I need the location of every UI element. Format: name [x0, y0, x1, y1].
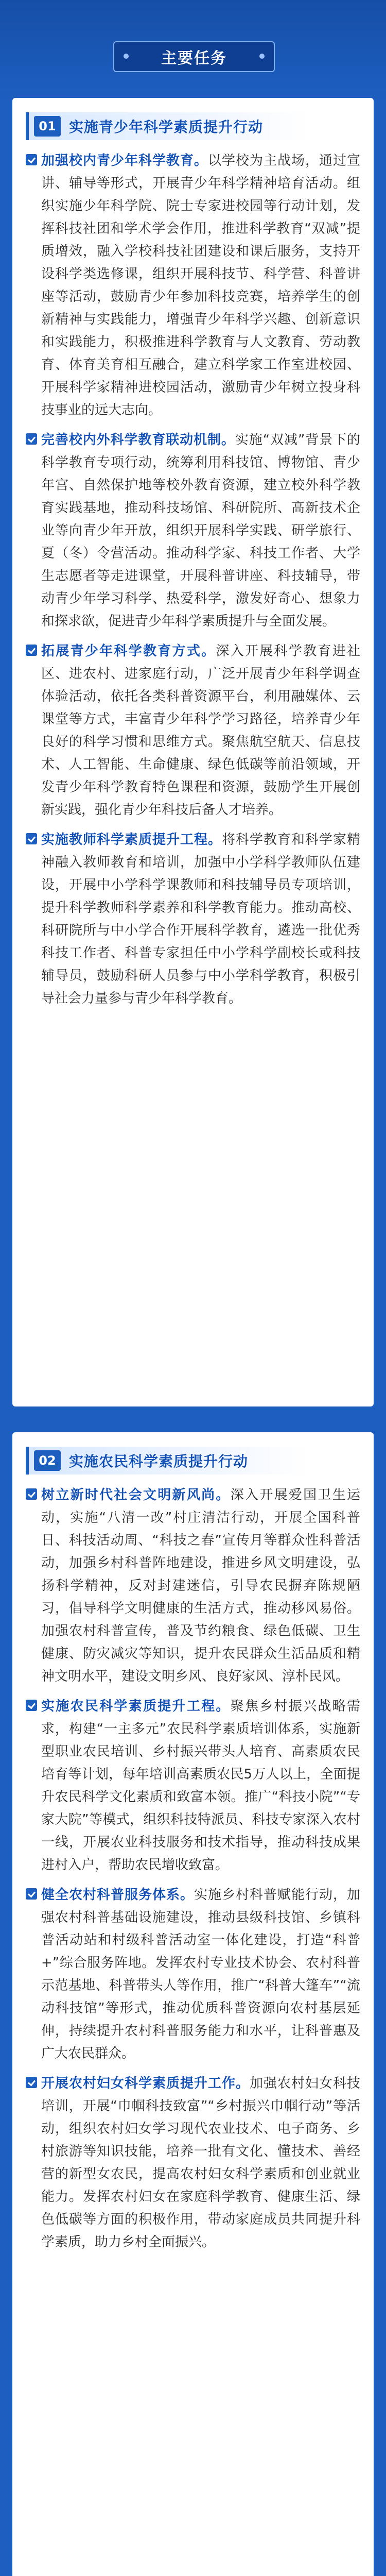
item-body: 实施“双减”背景下的科学教育专项行动，统筹利用科技馆、博物馆、青少年宫、自然保护地等校外教育资源，建立校外科学教育实践基地，推动科技场馆、科研院所、高新技术企业等向青少年开放，组织开展科学实践、研学旅行、夏（冬）令营活动。推动科学家、科技工作者、大学生志愿者等走进课堂，开展科普讲座、科技辅导，带动青少年学习科学、热爱科学，激发好奇心、想象力和探求欲，促进青少年科学素质提升与全面发展。: [41, 432, 360, 629]
section-title: 实施青少年科学素质提升行动: [69, 118, 264, 135]
section-panel-2: [12, 1432, 374, 2576]
checkbox-icon: [26, 433, 37, 445]
item-body: 加强农村妇女科技培训，开展“巾帼科技致富”“乡村振兴巾帼行动”等活动，组织农村妇女学习现代农业技术、电子商务、乡村旅游等知识技能，培养一批有文化、懂技术、善经营的新型女农民，提高农村妇女科学素质和创业就业能力。发挥农村妇女在家庭科学教育、健康生活、绿色低碳等方面的积极作用，带动家庭成员共同提升科学素质，助力乡村全面振兴。: [41, 2076, 360, 2250]
item-body: 深入开展科学教育进社区、进农村、进家庭行动，广泛开展青少年科学调查体验活动，依托各类科普资源平台，利用融媒体、云课堂等方式，丰富青少年科学学习路径，培养青少年良好的科学习惯和思维方式。聚焦航空航天、信息技术、人工智能、生命健康、绿色低碳等前沿领域，开发青少年科学教育特色课程和资源，鼓励学生开展创新实践，强化青少年科技后备人才培养。: [41, 643, 360, 818]
item-heading: 完善校内外科学教育联动机制。: [41, 432, 235, 448]
list-item: [26, 2072, 360, 2253]
list-item: [26, 1484, 360, 1688]
list-item: [26, 1695, 360, 1876]
list-item: [26, 1884, 360, 2065]
section-header: [26, 112, 360, 140]
checkbox-icon: [26, 645, 37, 656]
item-body: 实施乡村科普赋能行动，加强农村科普基础设施建设，推动县级科技馆、乡镇科普活动站和村级科普活动室一体化建设，打造“科普+”综合服务阵地。发挥农村专业技术协会、农村科普示范基地、科普带头人等作用，推广“科普大篷车”“流动科技馆”等形式，推动优质科普资源向农村基层延伸，持续提升农村科普服务能力和水平，让科普惠及广大农民群众。: [41, 1887, 360, 2061]
list-item: [26, 429, 360, 633]
section-header: [26, 1447, 360, 1475]
checkbox-icon: [26, 1700, 37, 1711]
section-title: 实施农民科学素质提升行动: [69, 1453, 249, 1470]
item-heading: 加强校内青少年科学教育。: [41, 153, 208, 168]
checkbox-icon: [26, 1888, 37, 1900]
checkbox-icon: [26, 1488, 37, 1500]
page-title: 主要任务: [113, 41, 275, 72]
item-heading: 健全农村科普服务体系。: [41, 1887, 194, 1903]
checkbox-icon: [26, 154, 37, 165]
checkbox-icon: [26, 833, 37, 844]
list-item: [26, 640, 360, 821]
item-body: 深入开展爱国卫生运动，实施“八清一改”村庄清洁行动，开展全国科普日、科技活动周、“科技之春”宣传月等群众性科普活动，加强乡村科普阵地建设，推进乡风文明建设，弘扬科学精神，反对封建迷信，引导农民摒弃陈规陋习，倡导科学文明健康的生活方式，推动移风易俗。加强农村科普宣传，普及节约粮食、绿色低碳、卫生健康、防灾减灾等知识，提升农民群众生活品质和精神文明水平，建设文明乡风、良好家风、淳朴民风。: [41, 1487, 360, 1684]
section-number: 01: [34, 116, 61, 137]
item-body: 以学校为主战场，通过宣讲、辅导等形式，开展青少年科学精神培育活动。组织实施少年科学院、院士专家进校园等行动计划，发挥科技社团和学术学会作用，推进科学教育“双减”提质增效，融入学校科技社团建设和课后服务，支持开设科学类选修课，组织开展科技节、科学营、科普讲座等活动，鼓励青少年参加科技竞赛，培养学生的创新精神与实践能力，增强青少年科学兴趣、创新意识和实践能力，积极推进科学教育与人文教育、劳动教育、体育美育相互融合，建立科学家工作室进校园、开展科学家精神进校园活动，激励青少年树立投身科技事业的远大志向。: [41, 153, 360, 418]
list-item: [26, 828, 360, 1010]
section-panel-1: [12, 98, 374, 1406]
item-heading: 拓展青少年科学教育方式。: [41, 643, 216, 659]
item-heading: 实施农民科学素质提升工程。: [41, 1699, 231, 1714]
item-body: 聚焦乡村振兴战略需求，构建“一主多元”农民科学素质培训体系，实施新型职业农民培训、乡村振兴带头人培育、高素质农民培育等计划，每年培训高素质农民5万人以上，全面提升农民科学文化素质和致富本领。推广“科技小院”“专家大院”等模式，组织科技特派员、科技专家深入农村一线，开展农业科技服务和技术指导，推动科技成果进村入户，帮助农民增收致富。: [41, 1699, 360, 1873]
checkbox-icon: [26, 2077, 37, 2088]
item-heading: 树立新时代社会文明新风尚。: [41, 1487, 231, 1503]
item-heading: 实施教师科学素质提升工程。: [41, 832, 222, 848]
item-heading: 开展农村妇女科学素质提升工作。: [41, 2076, 250, 2091]
section-number: 02: [34, 1450, 61, 1471]
list-item: [26, 149, 360, 421]
item-body: 将科学教育和科学家精神融入教师教育和培训，加强中小学科学教师队伍建设，开展中小学科学课教师和科技辅导员专项培训，提升科学教师科学素养和科学教育能力。推动高校、科研院所与中小学合作开展科学教育，遴选一批优秀科技工作者、科普专家担任中小学科学副校长或科技辅导员，鼓励科研人员参与中小学科学教育，积极引导社会力量参与青少年科学教育。: [41, 832, 360, 1006]
